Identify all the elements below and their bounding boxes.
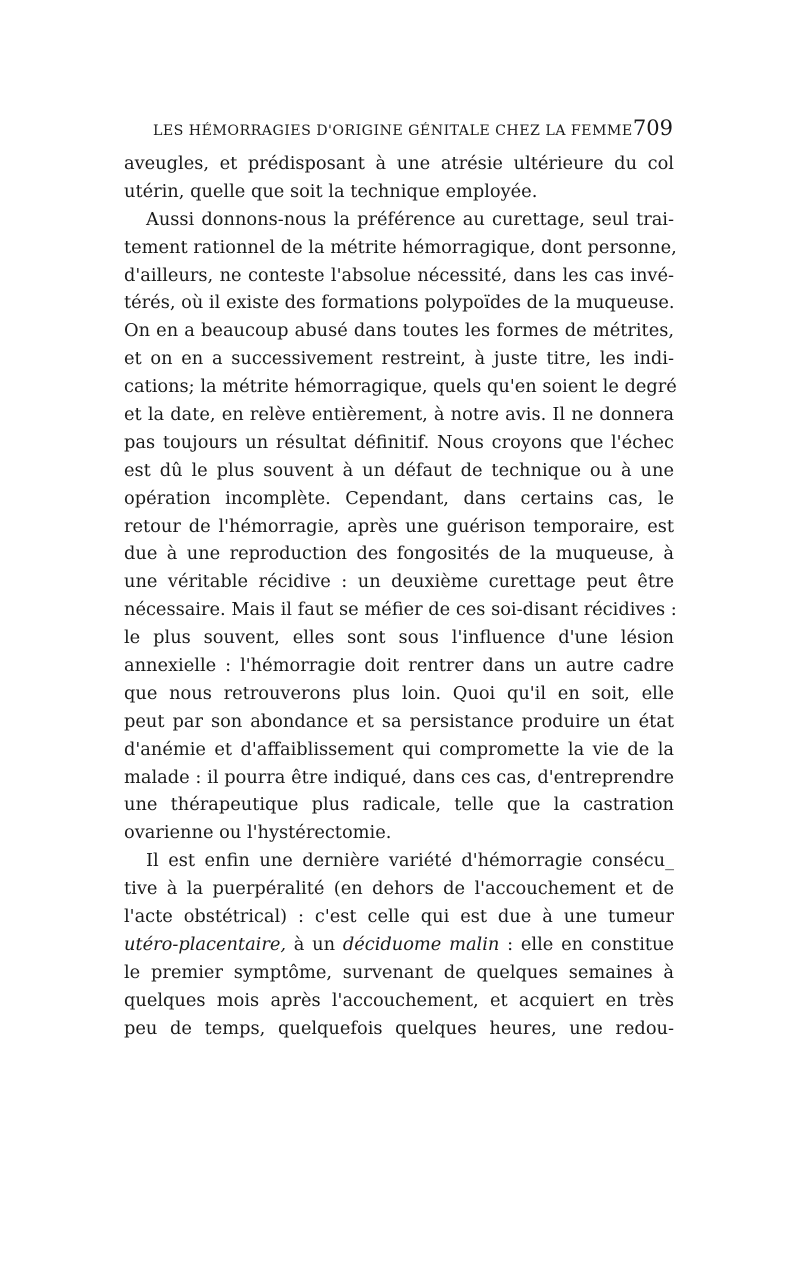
paragraph-first-line: Aussi donnons-nous la préférence au curettage, seul trai- [146, 208, 674, 230]
text-line: le premier symptôme, survenant de quelques semaines à [124, 961, 674, 983]
text-line: une véritable récidive : un deuxième curettage peut être [124, 571, 674, 593]
text-line: peu de temps, quelquefois quelques heures, une redou- [124, 1017, 674, 1039]
text-line: et on en a successivement restreint, à juste titre, les indi- [124, 348, 674, 370]
text-line: due à une reproduction des fongosités de la muqueuse, à [124, 543, 674, 565]
text-line: pas toujours un résultat définitif. Nous croyons que l'échec [124, 431, 674, 453]
text-fragment: : elle en constitue [499, 933, 674, 955]
italic-term: utéro-placentaire, [124, 933, 287, 955]
text-line: nécessaire. Mais il faut se méfier de ces soi-disant récidives : [124, 599, 677, 621]
text-line: opération incomplète. Cependant, dans certains cas, le [124, 487, 674, 509]
text-line: l'acte obstétrical) : c'est celle qui est due à une tumeur [124, 906, 674, 928]
text-line: d'anémie et d'affaiblissement qui compromette la vie de la [124, 738, 674, 760]
text-line: aveugles, et prédisposant à une atrésie ultérieure du col [124, 153, 674, 174]
text-line: est dû le plus souvent à un défaut de technique ou à une [124, 459, 674, 481]
text-line: le plus souvent, elles sont sous l'influence d'une lésion [124, 627, 674, 649]
text-line: retour de l'hémorragie, après une guérison temporaire, est [124, 515, 674, 537]
text-line: d'ailleurs, ne conteste l'absolue nécessité, dans les cas invé- [124, 264, 674, 286]
text-line: tive à la puerpéralité (en dehors de l'accouchement et de [124, 878, 674, 900]
text-line: cations; la métrite hémorragique, quels qu'en soient le degré [124, 376, 677, 398]
text-line: quelques mois après l'accouchement, et acquiert en très [124, 989, 674, 1011]
body-text [124, 150, 677, 1043]
text-line: une thérapeutique plus radicale, telle que la castration [124, 794, 674, 816]
text-line-mixed [124, 931, 674, 959]
text-line: ovarienne ou l'hystérectomie. [124, 822, 392, 844]
paragraph-first-line: Il est enfin une dernière variété d'hémorragie consécu_ [146, 850, 674, 872]
running-title: LES HÉMORRAGIES D'ORIGINE GÉNITALE CHEZ LA FEMME [153, 123, 633, 139]
text-line: tement rationnel de la métrite hémorragique, dont personne, [124, 236, 677, 258]
text-line: utérin, quelle que soit la technique employée. [124, 180, 538, 202]
text-line: annexielle : l'hémorragie doit rentrer dans un autre cadre [124, 655, 674, 677]
text-line: térés, où il existe des formations polypoïdes de la muqueuse. [124, 292, 675, 314]
text-line: que nous retrouverons plus loin. Quoi qu'il en soit, elle [124, 682, 674, 704]
text-fragment: à un [286, 933, 343, 955]
text-line: malade : il pourra être indiqué, dans ces cas, d'entreprendre [124, 766, 674, 788]
italic-term: déciduome malin [342, 933, 500, 955]
text-line: peut par son abondance et sa persistance produire un état [124, 710, 674, 732]
running-header [153, 116, 673, 142]
text-line: On en a beaucoup abusé dans toutes les formes de métrites, [124, 320, 674, 342]
text-line: et la date, en relève entièrement, à notre avis. Il ne donnera [124, 404, 674, 426]
page-number: 709 [632, 116, 673, 140]
